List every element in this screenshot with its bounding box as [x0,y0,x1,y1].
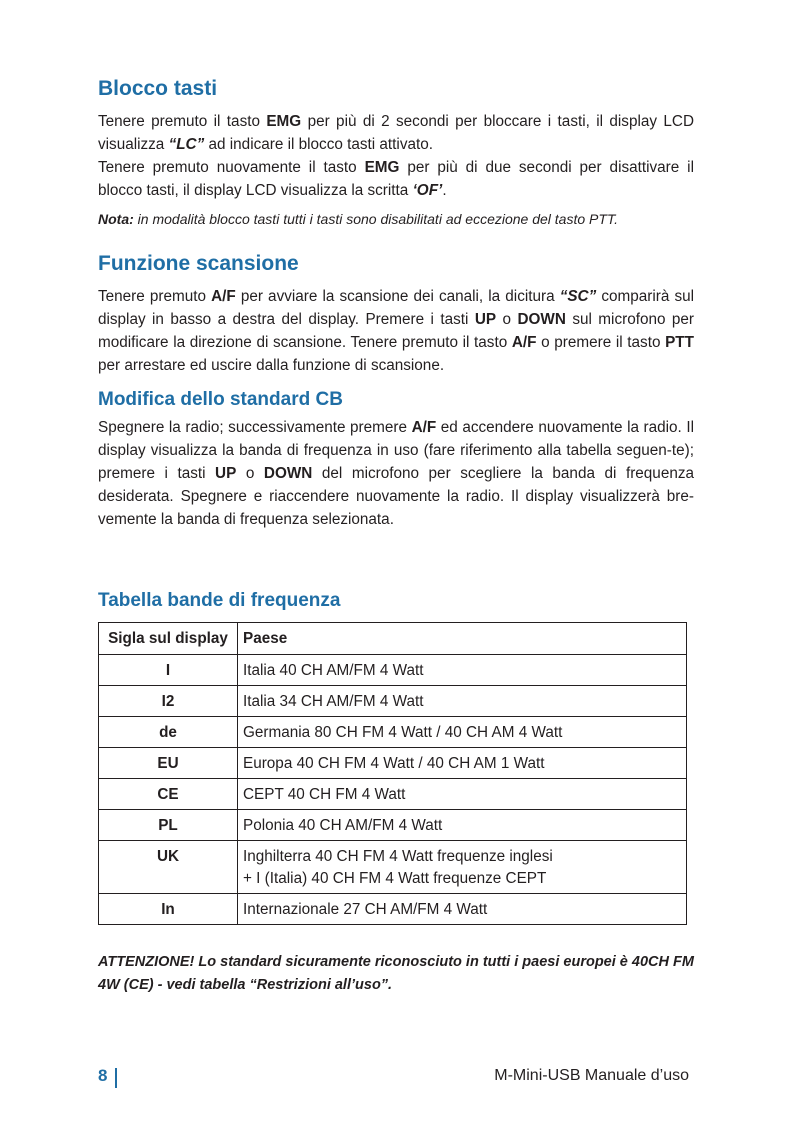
cell-code: EU [99,748,238,779]
paragraph-standard: Spegnere la radio; successivamente premere A/F ed accendere nuovamente la radio. Il display visualizza la banda di frequenza in uso (fare riferimento alla tabella seguen-te); premere i tasti UP o DOWN del microfono per scegliere la banda di frequenza desiderata. Spegnere e riaccendere nuovamente la radio. Il display visualizzerà bre-vemente la banda di frequenza selezionata. [98,419,694,528]
table-header-row [99,623,687,655]
cell-code: CE [99,779,238,810]
heading-tabella-bande: Tabella bande di frequenza [98,590,341,611]
page-number: 8 [98,1066,108,1085]
heading-blocco-tasti: Blocco tasti [98,77,218,100]
cell-country: Polonia 40 CH AM/FM 4 Watt [238,810,687,841]
cell-country-line-2: + I (Italia) 40 CH FM 4 Watt frequenze CEPT [243,870,547,887]
frequency-band-table [98,622,687,925]
cell-country: Italia 40 CH AM/FM 4 Watt [238,655,687,686]
paragraph-blocco-2: Tenere premuto nuovamente il tasto EMG per più di due secondi per disattivare il blocco tasti, il display LCD visualizza la scritta ‘OF’. [98,159,694,199]
manual-title: M-Mini-USB Manuale d’uso [494,1067,689,1084]
cell-country: CEPT 40 CH FM 4 Watt [238,779,687,810]
table-row [99,894,687,925]
table-row [99,686,687,717]
heading-modifica-standard: Modifica dello standard CB [98,389,343,410]
table-row [99,779,687,810]
footer-divider [115,1068,117,1088]
cell-code: UK [99,841,238,894]
cell-code: de [99,717,238,748]
table-row [99,748,687,779]
table-row [99,655,687,686]
paragraph-blocco-1: Tenere premuto il tasto EMG per più di 2 secondi per bloccare i tasti, il display LCD visualizza “LC” ad indicare il blocco tasti attivato. [98,113,694,153]
warning-text: ATTENZIONE! Lo standard sicuramente riconosciuto in tutti i paesi europei è 40CH FM 4W (CE) - vedi tabella “Restrizioni all’uso”. [98,954,694,993]
cell-country-line-1: Inghilterra 40 CH FM 4 Watt frequenze inglesi [243,848,553,865]
note-blocco: Nota: in modalità blocco tasti tutti i tasti sono disabilitati ad eccezione del tasto PTT. [98,211,619,227]
paragraph-scansione: Tenere premuto A/F per avviare la scansione dei canali, la dicitura “SC” comparirà sul display in basso a destra del display. Premere i tasti UP o DOWN sul microfono per modificare la direzione di scansione. Tenere premuto il tasto A/F o premere il tasto PTT per arrestare ed uscire dalla funzione di scansione. [98,288,695,374]
cell-country: Germania 80 CH FM 4 Watt / 40 CH AM 4 Watt [238,717,687,748]
cell-code: In [99,894,238,925]
cell-country [238,841,687,894]
cell-country: Europa 40 CH FM 4 Watt / 40 CH AM 1 Watt [238,748,687,779]
column-header-sigla: Sigla sul display [99,623,238,655]
table-row [99,717,687,748]
cell-code: PL [99,810,238,841]
heading-funzione-scansione: Funzione scansione [98,252,299,275]
cell-country: Italia 34 CH AM/FM 4 Watt [238,686,687,717]
table-row [99,810,687,841]
column-header-paese: Paese [238,623,687,655]
table-row [99,841,687,894]
cell-code: I2 [99,686,238,717]
cell-code: I [99,655,238,686]
cell-country: Internazionale 27 CH AM/FM 4 Watt [238,894,687,925]
